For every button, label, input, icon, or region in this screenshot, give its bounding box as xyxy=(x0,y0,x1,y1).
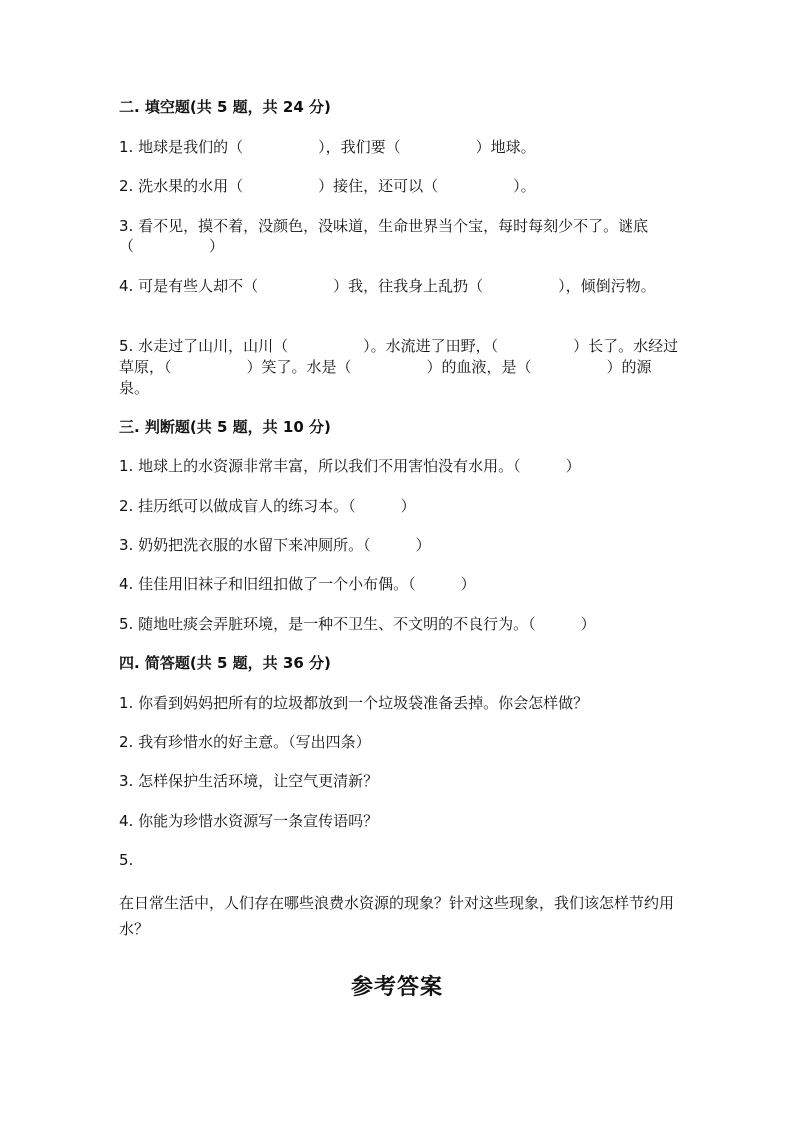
section4-heading: 四. 简答题(共 5 题，共 36 分) xyxy=(119,654,331,672)
fill-question-5: 5. 水走过了山川，山川（ ）。水流进了田野，（ ）长了。水经过草原，（ ）笑了。水是（ ）的血液，是（ ）的源泉。 xyxy=(119,337,679,397)
judge-question-3: 3. 奶奶把洗衣服的水留下来冲厕所。（ ） xyxy=(119,536,431,554)
judge-question-5: 5. 随地吐痰会弄脏环境，是一种不卫生、不文明的不良行为。（ ） xyxy=(119,615,596,633)
fill-question-2: 2. 洗水果的水用（ ）接住，还可以（ ）。 xyxy=(119,177,536,195)
fill-question-4: 4. 可是有些人却不（ ）我，往我身上乱扔（ ），倾倒污物。 xyxy=(119,277,656,295)
fill-question-3: 3. 看不见，摸不着，没颜色，没味道，生命世界当个宝，每时每刻少不了。谜底（ ） xyxy=(119,217,649,255)
judge-question-2: 2. 挂历纸可以做成盲人的练习本。（ ） xyxy=(119,497,416,515)
short-question-2: 2. 我有珍惜水的好主意。（写出四条） xyxy=(119,733,371,751)
fill-question-1: 1. 地球是我们的（ ），我们要（ ）地球。 xyxy=(119,138,536,156)
short-question-5-text: 在日常生活中，人们存在哪些浪费水资源的现象？针对这些现象，我们该怎样节约用水？ xyxy=(119,894,675,938)
section2-heading: 二. 填空题(共 5 题，共 24 分) xyxy=(119,98,331,116)
short-question-1: 1. 你看到妈妈把所有的垃圾都放到一个垃圾袋准备丢掉。你会怎样做？ xyxy=(119,694,589,712)
judge-question-4: 4. 佳佳用旧袜子和旧纽扣做了一个小布偶。（ ） xyxy=(119,575,476,593)
judge-question-1: 1. 地球上的水资源非常丰富，所以我们不用害怕没有水用。（ ） xyxy=(119,457,581,475)
short-question-3: 3. 怎样保护生活环境，让空气更清新？ xyxy=(119,772,379,790)
section3-heading: 三. 判断题(共 5 题，共 10 分) xyxy=(119,418,331,436)
answers-title: 参考答案 xyxy=(350,974,443,1000)
short-question-5-number: 5. xyxy=(119,851,134,869)
short-question-4: 4. 你能为珍惜水资源写一条宣传语吗？ xyxy=(119,812,379,830)
